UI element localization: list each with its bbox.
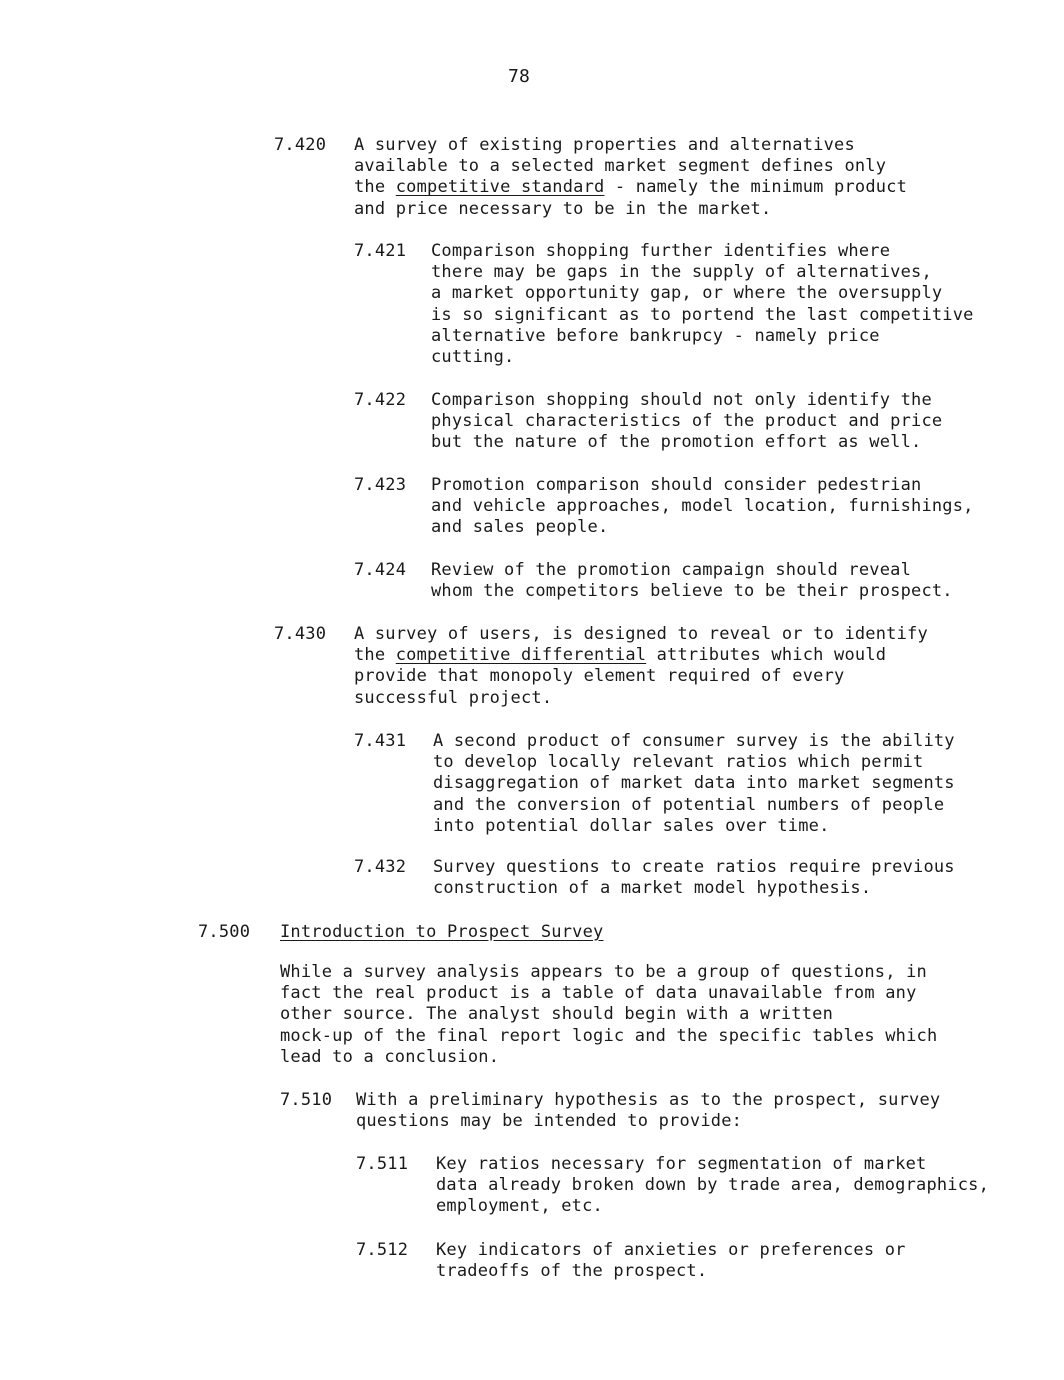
text-line: A survey of existing properties and alternatives [354,135,855,155]
section-number: 7.420 [274,135,327,155]
text-line: Review of the promotion campaign should reveal [431,560,912,580]
text-line: construction of a market model hypothesis. [433,878,872,899]
text-line: Comparison shopping should not only identify the [431,390,932,410]
text-line: is so significant as to portend the last competitive [431,304,974,325]
section-number: 7.422 [354,390,407,410]
section-heading: Introduction to Prospect Survey [280,922,604,942]
text-line: other source. The analyst should begin with a written [280,1004,834,1025]
section-text [354,624,1054,709]
text-line: but the nature of the promotion effort as well. [431,432,922,453]
text-line: disaggregation of market data into market segments [433,773,955,794]
text-line: and price necessary to be in the market. [354,198,772,219]
section-text [431,390,1064,454]
text-line: whom the competitors believe to be their prospect. [431,581,953,602]
section-text [436,1240,1064,1282]
text-line: and the conversion of potential numbers of people [433,794,945,815]
text-line: the competitive standard - namely the minimum product [354,177,908,198]
section-heading-block [280,922,1040,943]
text-line: A second product of consumer survey is the ability [433,731,955,751]
section-number: 7.421 [354,241,407,261]
paragraph-text [280,962,1040,1068]
section-number: 7.512 [356,1240,409,1260]
text-line: questions may be intended to provide: [356,1111,743,1132]
text-line: physical characteristics of the product and price [431,411,943,432]
text-line: into potential dollar sales over time. [433,815,830,836]
text-line: Key ratios necessary for segmentation of market [436,1154,927,1174]
text-line: Comparison shopping further identifies where [431,241,891,261]
text-line: provide that monopoly element required of every [354,666,845,687]
text-line: employment, etc. [436,1196,603,1217]
section-number: 7.424 [354,560,407,580]
text-line: and vehicle approaches, model location, furnishings, [431,496,974,517]
section-text [431,241,1064,368]
text-line: and sales people. [431,517,609,538]
text-line: tradeoffs of the prospect. [436,1261,708,1282]
section-number: 7.510 [280,1090,333,1110]
underlined-term: competitive differential [395,645,647,666]
text-line: cutting. [431,347,515,368]
text-line: lead to a conclusion. [280,1046,500,1067]
section-number: 7.500 [198,922,251,942]
section-number: 7.431 [354,731,407,751]
text-line: successful project. [354,687,553,708]
text-line: Survey questions to create ratios require previous [433,857,955,877]
text-line: there may be gaps in the supply of alternatives, [431,262,932,283]
text-line: Promotion comparison should consider pedestrian [431,475,922,495]
text-line: mock-up of the final report logic and the specific tables which [280,1025,938,1046]
text-line: data already broken down by trade area, demographics, [436,1175,990,1196]
text-line: alternative before bankrupcy - namely price [431,325,880,346]
text-line: available to a selected market segment defines only [354,156,887,177]
section-text [433,731,1064,837]
section-text [356,1090,1036,1132]
text-line: While a survey analysis appears to be a group of questions, in [280,962,927,982]
section-text [433,857,1064,899]
text-line: to develop locally relevant ratios which permit [433,752,924,773]
text-line: A survey of users, is designed to reveal or to identify [354,624,928,644]
text-line: With a preliminary hypothesis as to the prospect, survey [356,1090,941,1110]
section-number: 7.430 [274,624,327,644]
section-number: 7.432 [354,857,407,877]
text-line: a market opportunity gap, or where the oversupply [431,283,943,304]
section-number: 7.511 [356,1154,409,1174]
section-text [436,1154,1064,1218]
section-number: 7.423 [354,475,407,495]
text-line: the competitive differential attributes which would [354,645,887,666]
page-number: 78 [508,66,531,87]
underlined-term: competitive standard [395,177,605,198]
text-line: Key indicators of anxieties or preferences or [436,1240,906,1260]
section-text [354,135,1054,220]
text-line: fact the real product is a table of data unavailable from any [280,983,917,1004]
section-text [431,560,1064,602]
section-text [431,475,1064,539]
